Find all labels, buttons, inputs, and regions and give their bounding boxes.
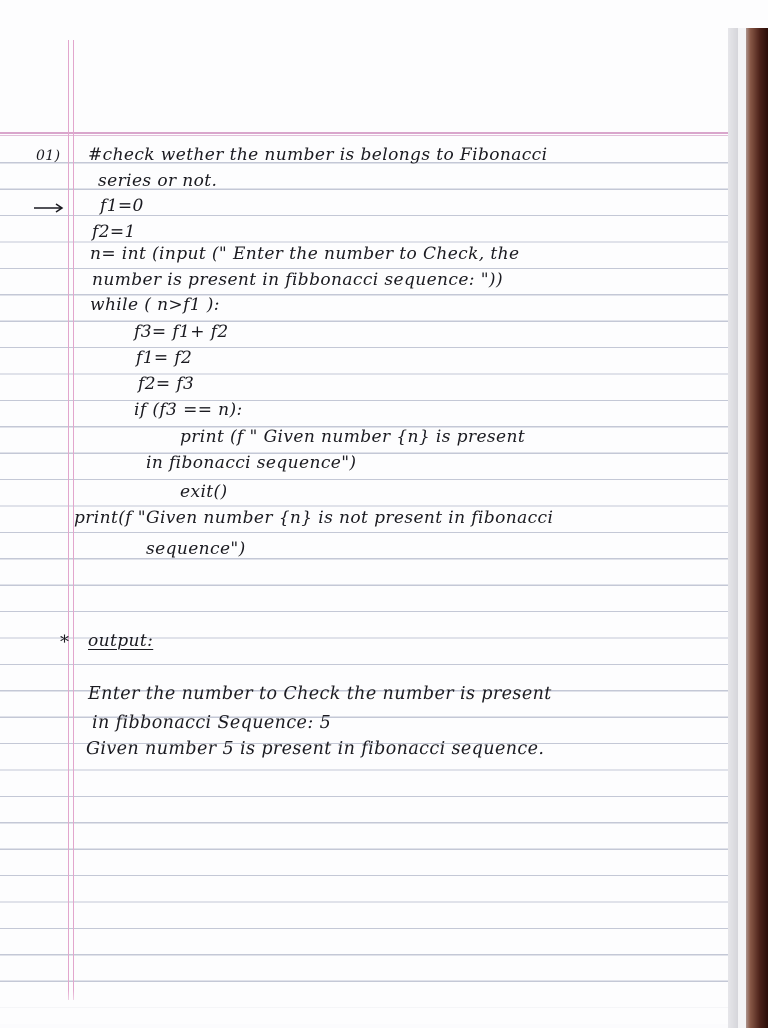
code-line-f2: f2=1	[92, 222, 136, 242]
code-line-print-not-present-2: sequence")	[146, 539, 246, 559]
code-line-if: if (f3 == n):	[134, 400, 243, 420]
output-star-icon: *	[60, 632, 70, 653]
output-line-2: in fibbonacci Sequence: 5	[92, 713, 332, 733]
page-top-margin	[0, 0, 768, 138]
question-number: 01)	[36, 148, 61, 164]
comment-line-2: series or not.	[98, 171, 218, 191]
code-line-input-1: n= int (input (" Enter the number to Check, the	[90, 244, 520, 264]
output-line-3: Given number 5 is present in fibonacci sequence.	[86, 739, 545, 759]
code-line-input-2: number is present in fibbonacci sequence: "))	[92, 270, 504, 290]
header-rule-secondary	[0, 135, 740, 136]
margin-line-left	[68, 40, 69, 1000]
page-edge	[738, 28, 746, 1028]
page-bottom-margin	[0, 990, 768, 1024]
code-line-print-not-present-1: print(f "Given number {n} is not present in fibonacci	[74, 508, 554, 528]
arrow-right-icon	[34, 203, 64, 213]
code-line-print-present-2: in fibonacci sequence")	[146, 453, 357, 473]
code-line-f2-assign: f2= f3	[138, 374, 195, 394]
code-line-exit: exit()	[180, 482, 228, 502]
code-line-f3: f3= f1+ f2	[134, 322, 229, 342]
code-line-f1-assign: f1= f2	[136, 348, 193, 368]
notebook-spine	[728, 28, 768, 1028]
output-line-1: Enter the number to Check the number is present	[88, 684, 552, 704]
code-line-f1: f1=0	[100, 196, 144, 216]
code-line-print-present-1: print (f " Given number {n} is present	[180, 427, 526, 447]
header-rule	[0, 132, 740, 134]
output-heading: output:	[88, 631, 154, 651]
code-line-while: while ( n>f1 ):	[90, 295, 220, 315]
comment-line-1: #check wether the number is belongs to Fibonacci	[88, 145, 548, 165]
